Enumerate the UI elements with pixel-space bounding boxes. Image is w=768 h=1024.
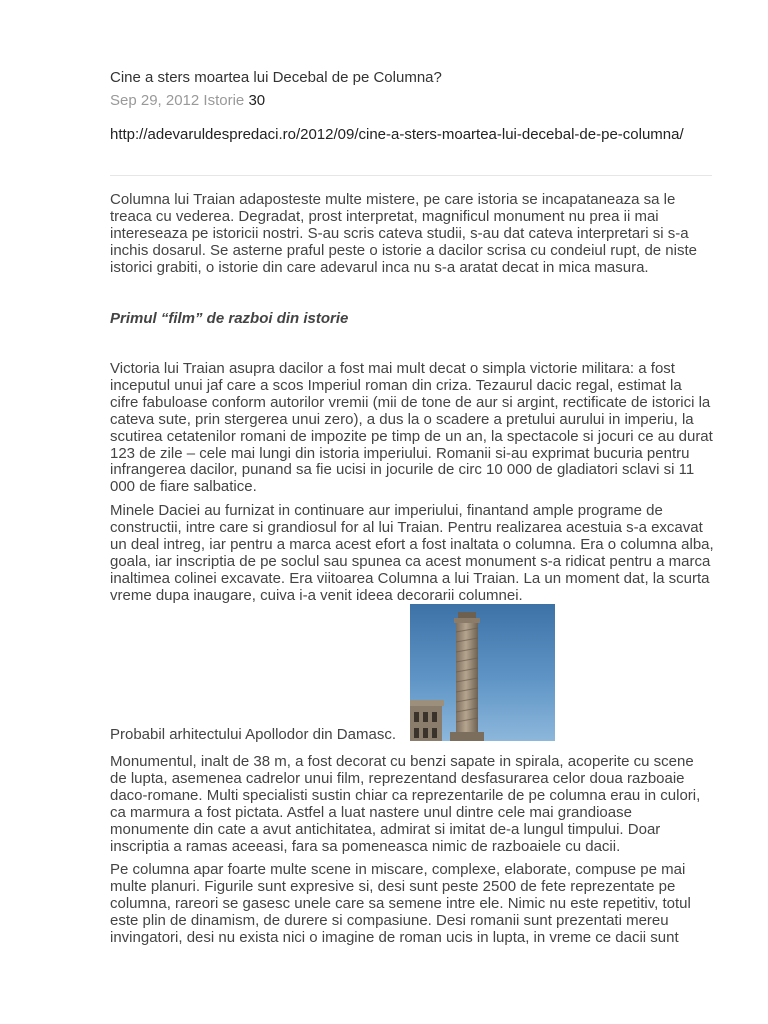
section-heading: Primul “film” de razboi din istorie (110, 310, 349, 327)
paragraph-intro: Columna lui Traian adaposteste multe mistere, pe care istoria se incapataneaza sa le treaca cu vederea. Degradat, prost interpretat, magnificul monument nu prea ii mai intereseaza pe istoricii nostri. S-au scris cateva studii, s-au dat cateva interpretari si s-a inchis dosarul. Se asterne praful peste o istorie a dacilor scrisa cu condeiul rupt, de niste istorici grabiti, o istorie din care adevarul inca nu s-a aratat decat in mica masura. (110, 191, 697, 276)
trajan-column-photo (410, 604, 555, 741)
article-meta (110, 92, 265, 109)
image-caption: Probabil arhitectului Apollodor din Damasc. (110, 726, 396, 743)
paragraph-victory: Victoria lui Traian asupra dacilor a fost mai mult decat o simpla victorie militara: a fost inceputul unui jaf care a scos Imperiul roman din criza. Tezaurul dacic regal, estimat la cifre fabuloase conform autorilor vremii (mii de tone de aur si argint, rectificate de istorici la cateva sute, prin stergerea unui zero), a dus la o scadere a pretului aurului in imperiu, la scutirea cetatenilor romani de impozite pe timp de un an, la spectacole si jocuri ce au durat 123 de zile – cele mai lungi din istoria imperiului. Romanii si-au exprimat bucuria pentru infrangerea dacilor, punand sa fie ucisi in jocurile de circ 10 000 de gladiatori sclavi si 11 000 de fiare salbatice. (110, 360, 713, 496)
image-caption-row (110, 604, 714, 741)
paragraph-scenes: Pe columna apar foarte multe scene in miscare, complexe, elaborate, compuse pe mai multe planuri. Figurile sunt expresive si, desi sunt peste 2500 de fete reprezentate pe columna, rareori se gasesc unele care sa semene intre ele. Nimic nu este repetitiv, totul este plin de dinamism, de durere si compasiune. Desi romanii sunt prezentati mereu invingatori, desi nu exista nici o imagine de roman ucis in lupta, in vreme ce dacii sunt (110, 861, 691, 946)
divider (110, 175, 712, 176)
article-category[interactable]: Istorie (203, 92, 245, 109)
comment-count[interactable]: 30 (248, 92, 266, 109)
article-title: Cine a sters moartea lui Decebal de pe Columna? (110, 69, 442, 86)
paragraph-monument: Monumentul, inalt de 38 m, a fost decorat cu benzi sapate in spirala, acoperite cu scene de lupta, asemenea cadrelor unui film, reprezentand desfasurarea celor doua razboaie daco-romane. Multi specialisti sustin chiar ca reprezentarile de pe columna erau in culori, ca marmura a fost pictata. Astfel a luat nastere unul dintre cele mai grandioase monumente din cate a avut antichitatea, admirat si imitat de-a lungul timpului. Doar inscriptia a ramas aceeasi, fara sa pomeneasca nimic de razboaiele cu dacii. (110, 753, 701, 855)
source-url[interactable]: http://adevaruldespredaci.ro/2012/09/cine-a-sters-moartea-lui-decebal-de-pe-columna/ (110, 126, 684, 143)
article-date: Sep 29, 2012 (110, 92, 200, 109)
paragraph-mines: Minele Daciei au furnizat in continuare aur imperiului, finantand ample programe de constructii, intre care si grandiosul for al lui Traian. Pentru realizarea acestuia s-a excavat un deal intreg, iar pentru a marca acest efort a fost inaltata o columna. Era o columna alba, goala, iar inscriptia de pe soclul sau spunea ca acest monument s-a ridicat pentru a marca inaltimea colinei excavate. Era viitoarea Columna a lui Traian. La un moment dat, la scurta vreme dupa inaugare, cuiva i-a venit ideea decorarii columnei. (110, 502, 714, 604)
